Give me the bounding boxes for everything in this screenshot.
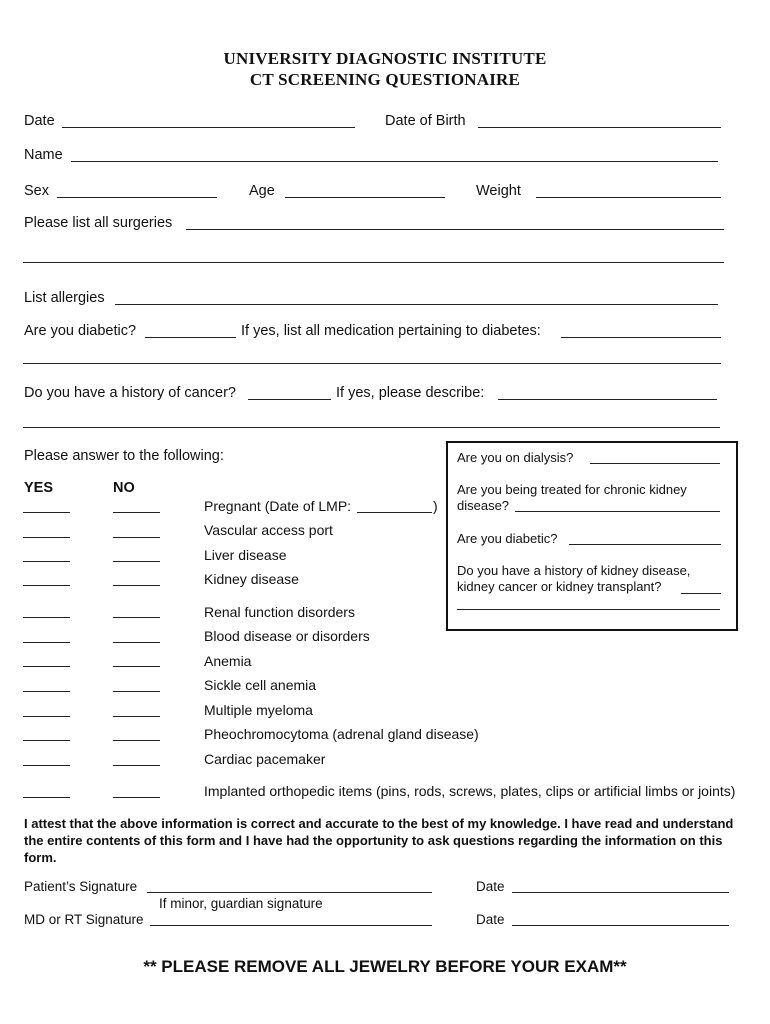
kidney-treatment-label-1: Are you being treated for chronic kidney xyxy=(457,482,687,497)
cancer-field[interactable] xyxy=(248,399,331,400)
cancer-desc-field-line2[interactable] xyxy=(23,427,720,428)
question-blood-disease: Blood disease or disorders xyxy=(204,628,370,644)
yes-header: YES xyxy=(24,480,54,496)
question-anemia: Anemia xyxy=(204,653,252,669)
dialysis-label: Are you on dialysis? xyxy=(457,450,574,465)
yes-line[interactable] xyxy=(23,642,70,643)
name-label: Name xyxy=(24,147,63,163)
no-line[interactable] xyxy=(113,740,160,741)
no-line[interactable] xyxy=(113,765,160,766)
surgeries-label: Please list all surgeries xyxy=(24,215,173,231)
question-kidney-disease: Kidney disease xyxy=(204,571,299,587)
yes-line[interactable] xyxy=(23,537,70,538)
dialysis-field[interactable] xyxy=(590,463,720,464)
question-pregnant: Pregnant (Date of LMP: xyxy=(204,498,352,514)
no-line[interactable] xyxy=(113,537,160,538)
kidney-history-label-2: kidney cancer or kidney transplant? xyxy=(457,579,662,594)
kidney-history-label-1: Do you have a history of kidney disease, xyxy=(457,563,691,578)
diabetic-label: Are you diabetic? xyxy=(24,323,137,339)
no-line[interactable] xyxy=(113,797,160,798)
cancer-desc-label: If yes, please describe: xyxy=(336,385,485,401)
box-diabetic-field[interactable] xyxy=(569,544,721,545)
patient-signature-field[interactable] xyxy=(147,892,432,893)
jewelry-notice: ** PLEASE REMOVE ALL JEWELRY BEFORE YOUR EXAM** xyxy=(143,957,627,976)
yes-line[interactable] xyxy=(23,716,70,717)
yes-line[interactable] xyxy=(23,765,70,766)
question-orthopedic-implants: Implanted orthopedic items (pins, rods, screws, plates, clips or artificial limbs or joints) xyxy=(204,783,736,799)
patient-signature-label: Patient’s Signature xyxy=(24,879,138,894)
questions-intro: Please answer to the following: xyxy=(24,448,224,464)
question-multiple-myeloma: Multiple myeloma xyxy=(204,702,313,718)
dob-label: Date of Birth xyxy=(385,113,466,129)
cancer-label: Do you have a history of cancer? xyxy=(24,385,236,401)
yes-line[interactable] xyxy=(23,691,70,692)
diabetic-meds-field[interactable] xyxy=(561,337,721,338)
yes-line[interactable] xyxy=(23,740,70,741)
question-sickle-cell: Sickle cell anemia xyxy=(204,677,317,693)
date-label: Date xyxy=(24,113,55,129)
yes-line[interactable] xyxy=(23,666,70,667)
lmp-date-field[interactable] xyxy=(357,512,432,513)
box-diabetic-label: Are you diabetic? xyxy=(457,531,558,546)
dob-field[interactable] xyxy=(478,127,721,128)
question-cardiac-pacemaker: Cardiac pacemaker xyxy=(204,751,326,767)
diabetic-meds-field-line2[interactable] xyxy=(23,363,721,364)
name-field[interactable] xyxy=(71,161,718,162)
allergies-label: List allergies xyxy=(24,290,105,306)
no-line[interactable] xyxy=(113,561,160,562)
guardian-signature-note: If minor, guardian signature xyxy=(159,896,323,911)
date1-label: Date xyxy=(476,879,505,894)
date1-field[interactable] xyxy=(512,892,729,893)
kidney-treatment-field[interactable] xyxy=(515,511,720,512)
no-line[interactable] xyxy=(113,716,160,717)
age-field[interactable] xyxy=(285,197,445,198)
no-header: NO xyxy=(113,480,135,496)
no-line[interactable] xyxy=(113,691,160,692)
yes-line[interactable] xyxy=(23,585,70,586)
md-rt-signature-label: MD or RT Signature xyxy=(24,912,144,927)
lmp-close-paren: ) xyxy=(433,498,438,514)
form-title: UNIVERSITY DIAGNOSTIC INSTITUTE xyxy=(223,49,547,68)
no-line[interactable] xyxy=(113,585,160,586)
date2-label: Date xyxy=(476,912,505,927)
kidney-history-field-line2[interactable] xyxy=(457,609,720,610)
date-field[interactable] xyxy=(62,127,355,128)
kidney-treatment-label-2: disease? xyxy=(457,498,510,513)
yes-line[interactable] xyxy=(23,617,70,618)
age-label: Age xyxy=(249,183,275,199)
no-line[interactable] xyxy=(113,642,160,643)
diabetic-field[interactable] xyxy=(145,337,236,338)
question-pheochromocytoma: Pheochromocytoma (adrenal gland disease) xyxy=(204,726,479,742)
sex-field[interactable] xyxy=(57,197,217,198)
yes-line[interactable] xyxy=(23,512,70,513)
form-subtitle: CT SCREENING QUESTIONAIRE xyxy=(249,70,521,89)
yes-line[interactable] xyxy=(23,561,70,562)
md-rt-signature-field[interactable] xyxy=(150,925,432,926)
question-liver-disease: Liver disease xyxy=(204,547,287,563)
no-line[interactable] xyxy=(113,617,160,618)
attestation-text: I attest that the above information is correct and accurate to the best of my knowledge. I have read and understand the entire contents of this form and I have had the opportunity to ask questions regarding the information on this form. xyxy=(24,816,734,865)
surgeries-field-line2[interactable] xyxy=(23,262,724,263)
weight-label: Weight xyxy=(476,183,521,199)
no-line[interactable] xyxy=(113,512,160,513)
no-line[interactable] xyxy=(113,666,160,667)
sex-label: Sex xyxy=(24,183,49,199)
surgeries-field[interactable] xyxy=(186,229,724,230)
question-renal-function: Renal function disorders xyxy=(204,604,355,620)
yes-line[interactable] xyxy=(23,797,70,798)
kidney-history-field[interactable] xyxy=(681,593,721,594)
allergies-field[interactable] xyxy=(115,304,718,305)
cancer-desc-field[interactable] xyxy=(498,399,717,400)
diabetic-meds-label: If yes, list all medication pertaining to diabetes: xyxy=(241,323,541,339)
question-vascular-port: Vascular access port xyxy=(204,522,333,538)
date2-field[interactable] xyxy=(512,925,729,926)
weight-field[interactable] xyxy=(536,197,721,198)
